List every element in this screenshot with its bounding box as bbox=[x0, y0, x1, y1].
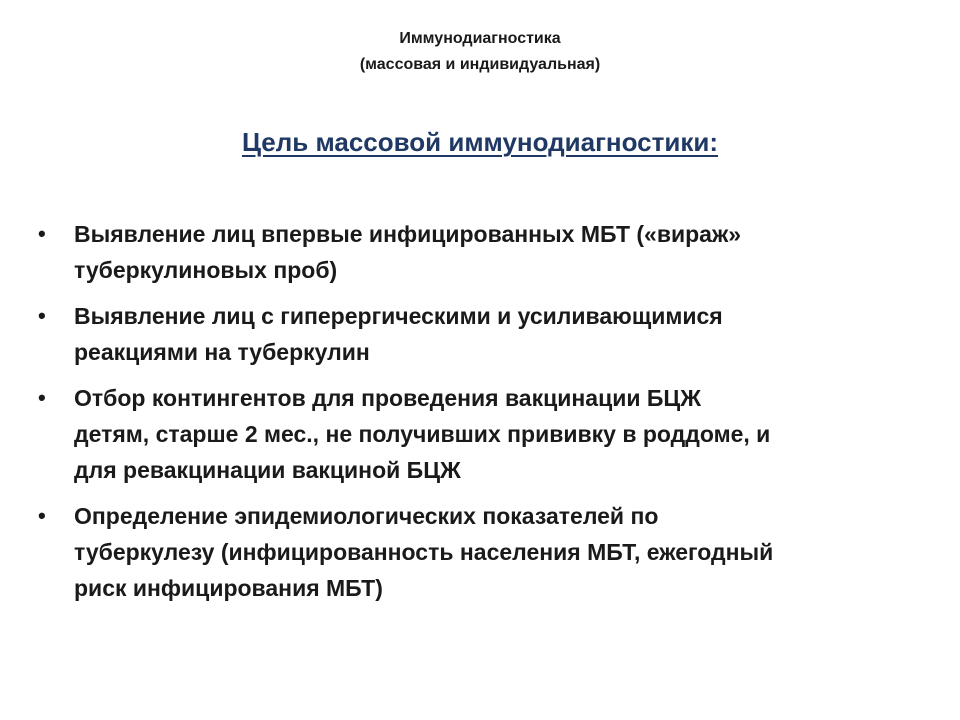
bullet-icon: • bbox=[38, 385, 46, 410]
bullet-line: туберкулиновых проб) bbox=[74, 257, 338, 283]
bullet-item bbox=[38, 216, 938, 288]
bullet-line: Отбор контингентов для проведения вакцинации БЦЖ bbox=[74, 385, 701, 411]
bullet-list bbox=[38, 216, 938, 616]
bullet-item bbox=[38, 498, 938, 606]
bullet-line: реакциями на туберкулин bbox=[74, 339, 370, 365]
bullet-line: Выявление лиц впервые инфицированных МБТ («вираж» bbox=[74, 221, 742, 247]
header-subtitle: (массовая и индивидуальная) bbox=[359, 56, 601, 73]
bullet-item bbox=[38, 380, 938, 488]
slide-header bbox=[0, 26, 960, 78]
bullet-line: Определение эпидемиологических показателей по bbox=[74, 503, 659, 529]
header-title: Иммунодиагностика bbox=[399, 30, 561, 47]
bullet-icon: • bbox=[38, 503, 46, 528]
bullet-line: детям, старше 2 мес., не получивших прививку в роддоме, и bbox=[74, 421, 771, 447]
bullet-line: Выявление лиц с гиперергическими и усиливающимися bbox=[74, 303, 723, 329]
bullet-item bbox=[38, 298, 938, 370]
bullet-icon: • bbox=[38, 221, 46, 246]
bullet-line: туберкулезу (инфицированность населения МБТ, ежегодный bbox=[74, 539, 774, 565]
bullet-line: риск инфицирования МБТ) bbox=[74, 575, 383, 601]
bullet-icon: • bbox=[38, 303, 46, 328]
section-title: Цель массовой иммунодиагностики: bbox=[241, 127, 719, 157]
bullet-line: для ревакцинации вакциной БЦЖ bbox=[74, 457, 461, 483]
